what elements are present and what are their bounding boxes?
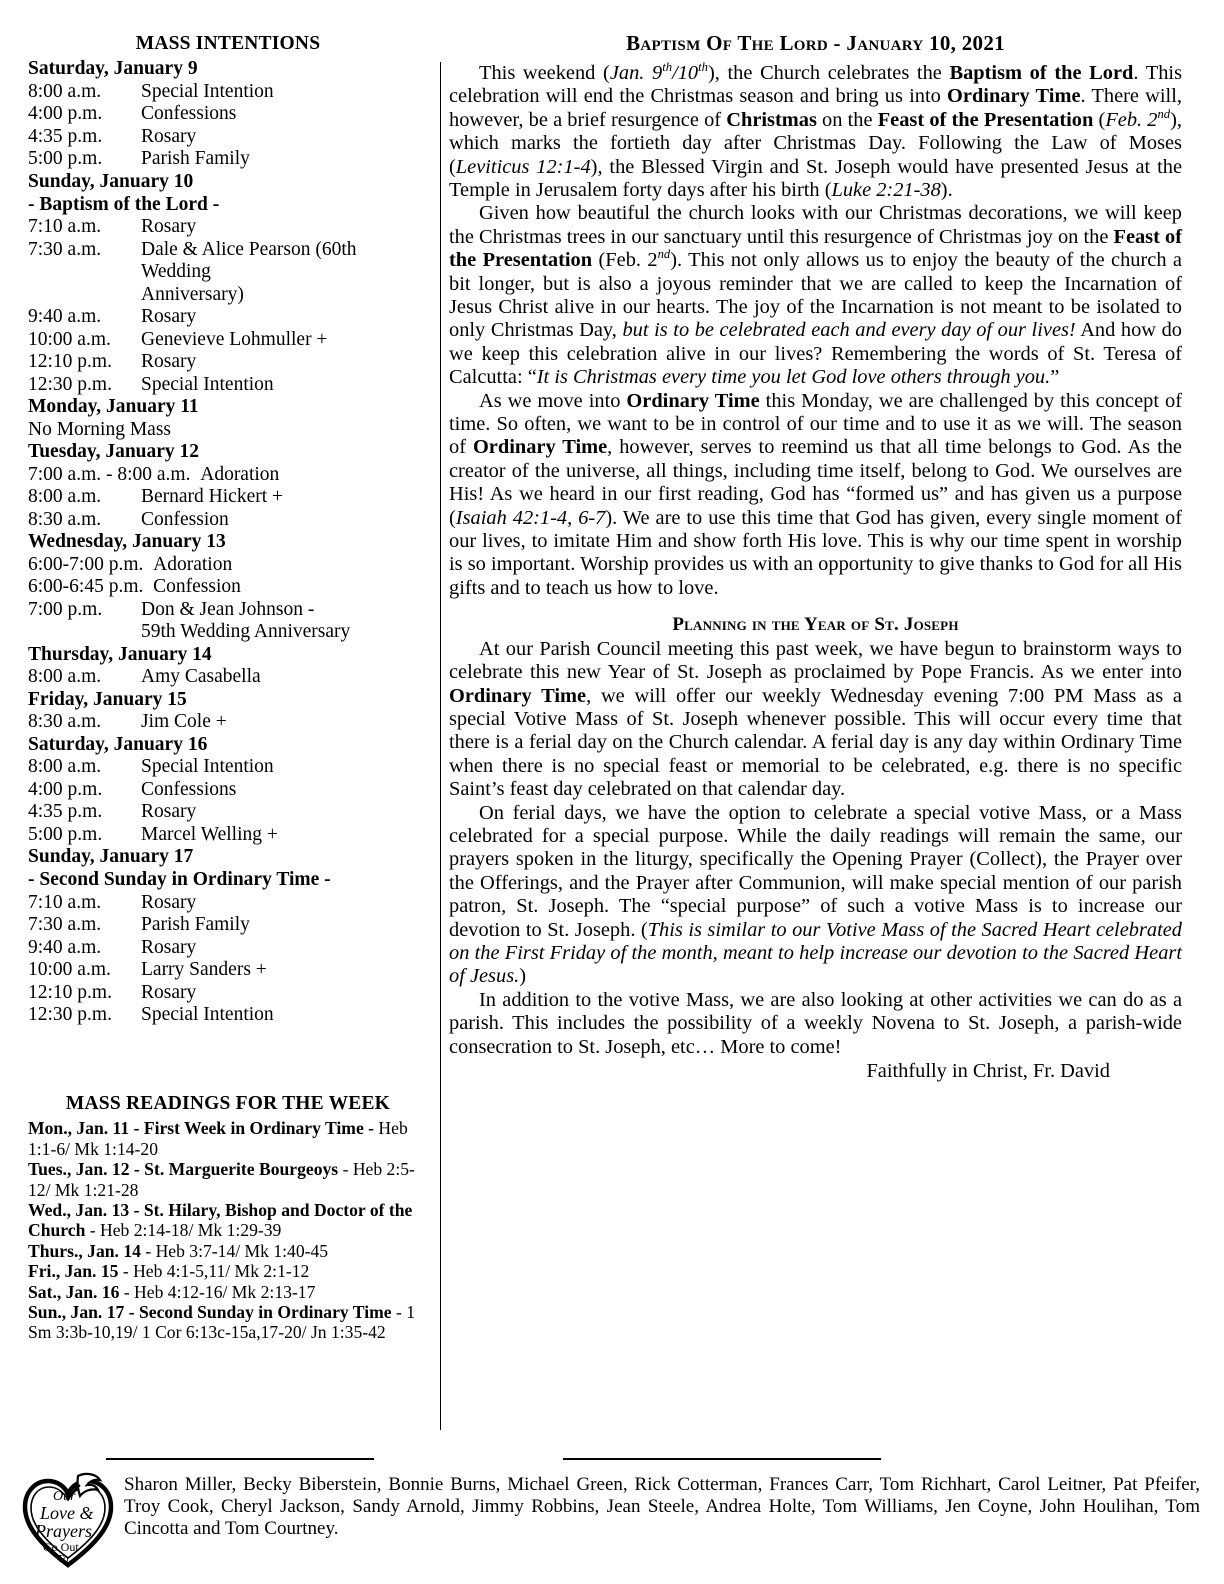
prayer-names-text: Sharon Miller, Becky Biberstein, Bonnie Burns, Michael Green, Rick Cotterman, Frances Carr, Tom Richhart, Carol Leitner, Pat Pfeifer, Troy Cook, Cheryl Jackson, Sandy Arnold, Jimmy Robbins, Jean Steele, Andrea Holte, Tom Williams, Jen Coyne, John Houlihan, Tom Cincotta and Tom Courtney. [124,1474,1200,1540]
readings-list [28,1118,428,1342]
schedule-event-time: 8:00 a.m. [28,666,102,688]
schedule-event-time: 4:35 p.m. [28,125,103,147]
quote-st-teresa: It is Christmas every time you let God love others through you. [536,366,1051,389]
schedule-event-description: Marcel Welling + [141,823,278,845]
schedule-event-description: Rosary [141,216,197,238]
schedule-day-subtitle: - Second Sunday in Ordinary Time - [28,868,331,890]
schedule-event [28,1004,428,1027]
logo-text-to: To... [57,1553,77,1565]
reading-item [28,1302,428,1343]
schedule-event-time: 12:30 p.m. [28,373,112,395]
schedule-note: No Morning Mass [28,418,172,440]
page-title: Baptism Of The Lord - January 10, 2021 [626,31,1005,55]
schedule-event-description: Special Intention [141,756,274,778]
schedule-event-time: 9:40 a.m. [28,936,102,958]
schedule-event-description: Don & Jean Johnson - [141,598,315,620]
schedule-event-description: Dale & Alice Pearson (60th Wedding [141,238,362,283]
scripture-reference: Leviticus 12:1-4 [455,155,591,178]
schedule-event [28,892,428,915]
reading-citation: - Heb 4:12-16/ Mk 2:13-17 [119,1281,316,1302]
schedule-event [28,599,428,622]
schedule-event-time: 10:00 a.m. [28,328,111,350]
schedule-event-description: Jim Cole + [141,711,227,733]
ordinal-suffix: nd [1157,107,1171,122]
schedule-event-description: Larry Sanders + [141,959,267,981]
schedule-day-heading: Sunday, January 10 [28,171,194,192]
schedule-event-description: Bernard Hickert + [141,486,284,508]
schedule-event-time: 8:00 a.m. [28,486,102,508]
schedule-day-heading: Saturday, January 16 [28,733,208,755]
schedule-event-description: Rosary [141,981,197,1003]
mass-intentions-column [28,33,428,1027]
reading-item [28,1261,428,1281]
emphasis-ordinary-time: Ordinary Time [626,389,760,412]
schedule-event [28,126,428,149]
schedule-event [28,666,428,689]
reading-citation: - 1 Sm 3:3b-10,19/ 1 Cor 6:13c-15a,17-20/ Jn 1:35-42 [28,1302,416,1343]
schedule-event-time: 4:00 p.m. [28,778,103,800]
reading-day-label: Tues., Jan. 12 - St. Marguerite Bourgeoys [28,1159,339,1180]
schedule-event [28,509,428,532]
love-and-prayers-logo [20,1466,116,1570]
schedule-event [28,554,428,577]
prayer-list-footer [20,1466,1200,1570]
schedule-event-description: Confessions [141,103,237,125]
schedule-day-heading: Saturday, January 9 [28,58,198,80]
emphasis-feast-of-presentation: Feast of the Presentation [877,108,1094,131]
footer-rule-right [563,1458,881,1460]
reading-citation: - Heb 2:5-12/ Mk 1:21-28 [28,1159,415,1200]
schedule-event [28,81,428,104]
emphasis-feast-of-presentation: Feast of the Presentation [449,225,1182,272]
schedule-event-description: Rosary [141,891,197,913]
schedule-event-time: 7:10 a.m. [28,891,102,913]
schedule-event-description: Amy Casabella [141,666,261,688]
schedule-event-time: 8:00 a.m. [28,80,102,102]
column-divider [440,62,441,1430]
schedule-event-time: 7:00 p.m. [28,598,103,620]
reading-item [28,1282,428,1302]
schedule-event-continuation: 59th Wedding Anniversary [141,621,351,643]
schedule-day-heading: Tuesday, January 12 [28,441,200,463]
schedule-day-heading: Sunday, January 17 [28,846,194,868]
reading-item [28,1241,428,1261]
schedule-event [28,982,428,1005]
schedule-event-description: Rosary [141,125,197,147]
paragraph-ordinary-time: As we move into Ordinary Time this Monday, we are challenged by this concept of time. So often, we want to be in control of our time and to use it as we will. The season of Ordinary Time, however, serves to reemind us that all time belongs to God. As the creator of the universe, all things, including time itself, belong to God. We ourselves are His! As we heard in our first reading, God has “formed us” and has given us a purpose (Isaiah 42:1-4, 6-7). We are to use this time that God has given, every single moment of our lives, to imitate Him and show forth His love. This is why our time spent in worship is so important. Worship provides us with an opportunity to give thanks to God for all His gifts and to teach us how to love. [449,389,1182,599]
schedule-event [28,486,428,509]
schedule-event-time: 8:00 a.m. [28,756,102,778]
paragraph-baptism-intro: This weekend (Jan. 9th/10th), the Church celebrates the Baptism of the Lord. This celebration will end the Christmas season and bring us into Ordinary Time. There will, however, be a brief resurgence of Christmas on the Feast of the Presentation (Feb. 2nd), which marks the fortieth day after Christmas Day. Following the Law of Moses (Leviticus 12:1-4), the Blessed Virgin and St. Joseph would have presented Jesus at the Temple in Jerusalem forty days after his birth (Luke 2:21-38). [449,60,1182,202]
schedule-event [28,801,428,824]
schedule-event-description: Confession [143,576,241,598]
ordinal-suffix: nd [657,247,671,262]
schedule-event-time: 7:30 a.m. [28,238,102,260]
emphasis-baptism-of-the-lord: Baptism of the Lord [949,62,1134,85]
reading-item [28,1118,428,1159]
schedule-event-time: 4:35 p.m. [28,801,103,823]
signature-line: Faithfully in Christ, Fr. David [866,1059,1110,1082]
scripture-reference: Luke 2:21-38 [831,179,941,202]
schedule-event-description: Confessions [141,778,237,800]
schedule-event-time: 8:30 a.m. [28,711,102,733]
logo-text-go-out: Go Out [43,1540,79,1554]
schedule-day-heading: Monday, January 11 [28,396,199,418]
schedule-event [28,914,428,937]
emphasis-date: Jan. 9th/10th [609,60,708,85]
reading-citation: - Heb 3:7-14/ Mk 1:40-45 [140,1240,329,1261]
paragraph-ferial-days: On ferial days, we have the option to celebrate a special votive Mass, or a Mass celebrated for a special purpose. While the daily readings will remain the same, our prayers spoken in the liturgy, specifically the Opening Prayer (Collect), the Prayer over the Offerings, and the Prayer after Communion, will make special mention of our parish patron, St. Joseph. The “special purpose” of such a votive Mass is to increase our devotion to St. Joseph. (This is similar to our Votive Mass of the Sacred Heart celebrated on the First Friday of the month, meant to help increase our devotion to the Sacred Heart of Jesus.) [449,801,1182,988]
reading-citation: Heb 1:1-6/ Mk 1:14-20 [28,1118,408,1159]
schedule-event-continuation: Anniversary) [141,283,244,305]
schedule-event [28,239,428,284]
schedule-event-time: 12:10 p.m. [28,981,112,1003]
emphasis-ordinary-time: Ordinary Time [449,684,587,707]
paragraph-christmas-decorations: Given how beautiful the church looks with our Christmas decorations, we will keep the Christmas trees in our sanctuary until this resurgence of Christmas joy on the Feast of the Presentation (Feb. 2nd). This not only allows us to enjoy the beauty of the church a bit longer, but is also a joyous reminder that we are called to keep the Incarnation of Jesus Christ alive in our hearts. The joy of the Incarnation is not meant to be isolated to only Christmas Day, but is to be celebrated each and every day of our lives! And how do we keep this celebration alive in our lives? Remembering the words of St. Teresa of Calcutta: “It is Christmas every time you let God love others through you.” [449,202,1182,389]
emphasis-celebrated-daily: but is to be celebrated each and every day of our lives! [622,319,1076,342]
schedule-event-description: Confession [141,508,229,530]
reading-day-label: Sun., Jan. 17 - Second Sunday in Ordinary Time [28,1302,392,1323]
schedule-event [28,148,428,171]
schedule-event-description: Rosary [141,936,197,958]
mass-readings-section [28,1093,428,1343]
schedule-event-time: 5:00 p.m. [28,148,103,170]
schedule-event-description: Parish Family [141,914,250,936]
schedule-event-time: 12:30 p.m. [28,1004,112,1026]
parenthetical-sacred-heart: This is similar to our Votive Mass of the Sacred Heart celebrated on the First Friday of the month, meant to help increase our devotion to the Sacred Heart of Jesus. [449,918,1182,988]
schedule-event [28,464,428,487]
schedule-event-time: 10:00 a.m. [28,959,111,981]
schedule-event-time: 12:10 p.m. [28,351,112,373]
ordinal-suffix: th [662,60,673,75]
schedule-event-time: 6:00-6:45 p.m. [28,576,144,598]
schedule-event-time: 8:30 a.m. [28,508,102,530]
schedule-event-description: Special Intention [141,80,274,102]
schedule-event [28,576,428,599]
schedule-event-time: 7:10 a.m. [28,216,102,238]
schedule-event-description: Adoration [143,553,233,575]
reading-day-label: Fri., Jan. 15 [28,1261,119,1282]
schedule-event [28,779,428,802]
reading-item [28,1159,428,1200]
logo-text-prayers: Prayers [35,1521,92,1541]
mass-schedule-list [28,58,428,1026]
pastor-letter-column [449,32,1182,1083]
reading-day-label: Wed., Jan. 13 - St. Hilary, Bishop and Doctor of the Church [28,1200,413,1241]
paragraph-additional-activities: In addition to the votive Mass, we are also looking at other activities we can do as a parish. This includes the possibility of a weekly Novena to St. Joseph, a parish-wide consecration to St. Joseph, etc… More to come! [449,988,1182,1058]
schedule-event-description: Rosary [141,306,197,328]
schedule-day-heading: Friday, January 15 [28,688,187,710]
schedule-event-description: Special Intention [141,373,274,395]
schedule-day-heading: Wednesday, January 13 [28,531,226,553]
emphasis-date-feb: Feb. 2nd [1105,107,1171,131]
reading-day-label: Sat., Jan. 16 [28,1281,120,1302]
schedule-event [28,306,428,329]
reading-day-label: Thurs., Jan. 14 [28,1240,141,1261]
schedule-day-heading: Thursday, January 14 [28,643,212,665]
scripture-reference: Isaiah 42:1-4, 6-7 [455,506,606,529]
mass-intentions-heading: MASS INTENTIONS [135,33,321,54]
schedule-event-time: 6:00-7:00 p.m. [28,553,144,575]
schedule-event [28,711,428,734]
schedule-event [28,756,428,779]
reading-item [28,1200,428,1241]
schedule-event [28,216,428,239]
schedule-event-description: Genevieve Lohmuller + [141,328,328,350]
ordinal-suffix: th [698,60,708,75]
emphasis-christmas: Christmas [726,108,817,131]
schedule-event-description: Adoration [190,463,280,485]
schedule-event-description: Special Intention [141,1004,274,1026]
reading-citation: - Heb 4:1-5,11/ Mk 2:1-12 [118,1261,310,1282]
emphasis-ordinary-time: Ordinary Time [472,436,608,459]
reading-day-label: Mon., Jan. 11 - First Week in Ordinary Time - [28,1118,375,1139]
paragraph-parish-council: At our Parish Council meeting this past week, we have begun to brainstorm ways to celebrate this new Year of St. Joseph as proclaimed by Pope Francis. As we enter into Ordinary Time, we will offer our weekly Wednesday evening 7:00 PM Mass as a special Votive Mass of St. Joseph whenever possible. This will occur every time that there is a ferial day on the Church calendar. A ferial day is any day within Ordinary Time when there is no special feast or memorial to be celebrated, e.g. there is no specific Saint’s feast day celebrated on that calendar day. [449,637,1182,801]
schedule-event-description: Parish Family [141,148,250,170]
reading-citation: - Heb 2:14-18/ Mk 1:29-39 [85,1220,282,1241]
logo-text-love: Love & [40,1503,94,1523]
section-heading-st-joseph: Planning in the Year of St. Joseph [672,614,959,636]
schedule-event-time: 9:40 a.m. [28,306,102,328]
logo-text-our: Our [53,1489,76,1504]
footer-rule-left [106,1458,374,1460]
emphasis-ordinary-time: Ordinary Time [947,85,1081,108]
mass-readings-heading: MASS READINGS FOR THE WEEK [65,1093,391,1114]
schedule-event [28,374,428,397]
schedule-event [28,824,428,847]
schedule-event-description: Rosary [141,351,197,373]
schedule-event [28,959,428,982]
schedule-event [28,351,428,374]
schedule-event-description: Rosary [141,801,197,823]
schedule-event [28,103,428,126]
schedule-event-time: 4:00 p.m. [28,103,103,125]
schedule-event-time: 7:00 a.m. - 8:00 a.m. [28,463,191,485]
schedule-day-subtitle: - Baptism of the Lord - [28,193,220,215]
schedule-event [28,329,428,352]
schedule-event-time: 5:00 p.m. [28,823,103,845]
schedule-event [28,937,428,960]
schedule-event-time: 7:30 a.m. [28,914,102,936]
